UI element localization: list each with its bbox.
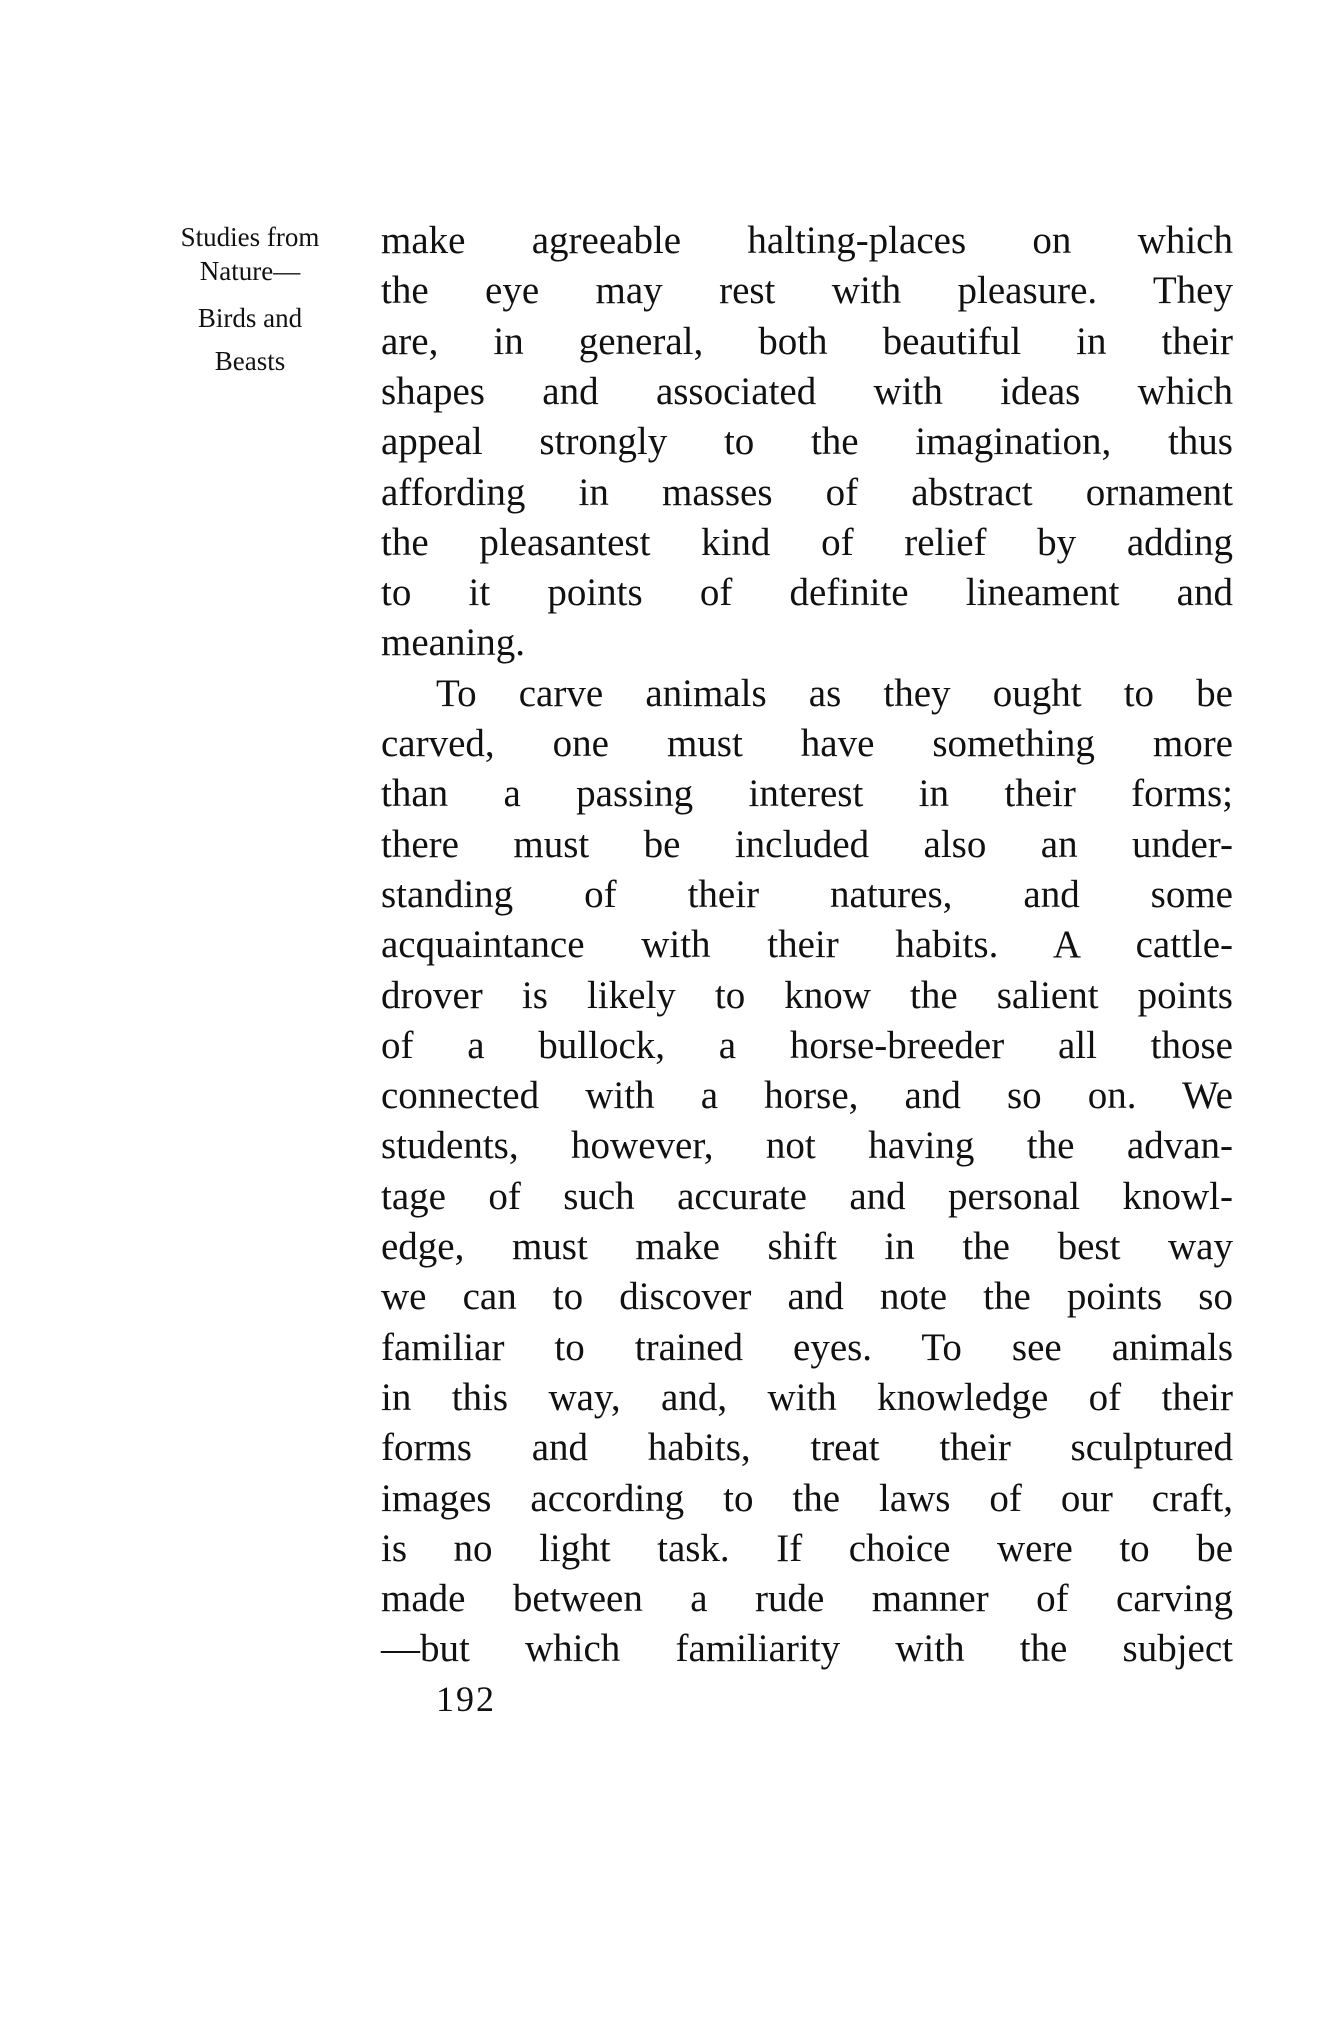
text-line: in this way, and, with knowledge of their [381, 1375, 1233, 1419]
sidenote-line: Studies from [180, 222, 320, 252]
sidenote-line: Birds and [197, 303, 303, 333]
text-line: carved, one must have something more [381, 722, 1233, 765]
text-line: make agreeable halting-places on which [381, 219, 1233, 262]
text-line: is no light task. If choice were to be [381, 1526, 1233, 1570]
text-line: connected with a horse, and so on. We [381, 1074, 1233, 1118]
text-line: are, in general, both beautiful in their [381, 319, 1233, 363]
page-number: 192 [436, 1679, 496, 1719]
text-line: meaning. [381, 621, 526, 665]
text-line: drover is likely to know the salient points [381, 973, 1233, 1017]
text-line: students, however, not having the advan- [381, 1124, 1233, 1168]
text-line: to it points of definite lineament and [381, 571, 1233, 615]
text-line: affording in masses of abstract ornament [381, 470, 1233, 514]
text-line: standing of their natures, and some [381, 872, 1233, 916]
text-line: than a passing interest in their forms; [381, 772, 1233, 816]
text-line: of a bullock, a horse-breeder all those [381, 1023, 1233, 1067]
text-line: —but which familiarity with the subject [381, 1627, 1233, 1671]
text-line: made between a rude manner of carving [381, 1577, 1233, 1621]
text-line: the pleasantest kind of relief by adding [381, 520, 1233, 564]
text-line: shapes and associated with ideas which [381, 369, 1233, 413]
text-line: there must be included also an under- [381, 822, 1233, 866]
text-line: appeal strongly to the imagination, thus [381, 420, 1233, 464]
text-line: edge, must make shift in the best way [381, 1225, 1233, 1268]
text-line: we can to discover and note the points so [381, 1275, 1233, 1319]
text-line: acquaintance with their habits. A cattle- [381, 923, 1233, 967]
text-line: the eye may rest with pleasure. They [381, 269, 1233, 313]
text-line: familiar to trained eyes. To see animals [381, 1325, 1233, 1369]
sidenote-line: Beasts [214, 346, 286, 376]
sidenote-line: Nature— [199, 256, 301, 286]
text-line: tage of such accurate and personal knowl- [381, 1174, 1233, 1218]
text-line: images according to the laws of our craft, [381, 1476, 1233, 1520]
text-line: forms and habits, treat their sculptured [381, 1426, 1233, 1470]
text-line: To carve animals as they ought to be [436, 671, 1233, 715]
